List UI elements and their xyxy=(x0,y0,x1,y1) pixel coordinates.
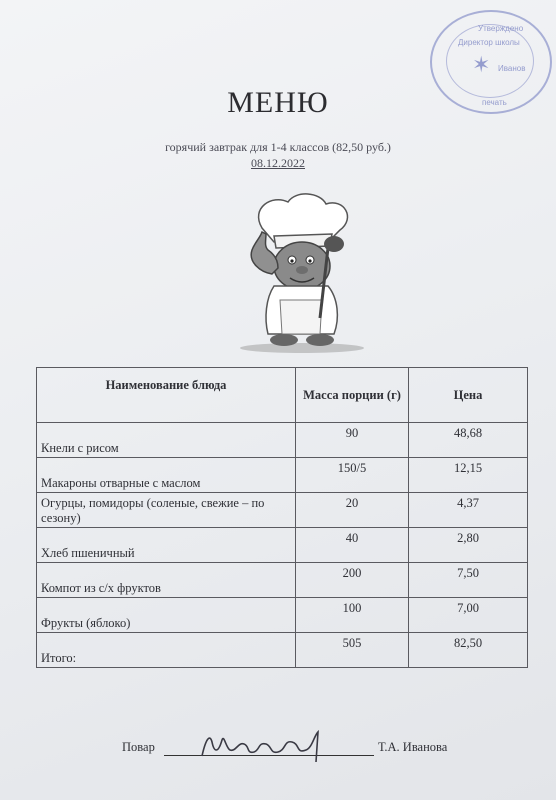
menu-date-text: 08.12.2022 xyxy=(251,156,305,170)
table-row xyxy=(37,458,528,493)
menu-table xyxy=(36,367,528,668)
dish-mass: 200 xyxy=(296,563,409,598)
stamp-text: Директор школы xyxy=(458,38,520,47)
table-row xyxy=(37,528,528,563)
menu-date xyxy=(0,156,556,171)
signature-row xyxy=(0,728,556,768)
total-label: Итого: xyxy=(37,633,296,668)
stamp-star-icon: ✶ xyxy=(472,52,491,77)
page-title: МЕНЮ xyxy=(227,86,329,119)
table-row xyxy=(37,423,528,458)
dish-price: 48,68 xyxy=(409,423,528,458)
table-row xyxy=(37,563,528,598)
dish-mass: 150/5 xyxy=(296,458,409,493)
total-mass: 505 xyxy=(296,633,409,668)
dish-mass: 20 xyxy=(296,493,409,528)
dish-price: 7,50 xyxy=(409,563,528,598)
page-subtitle: горячий завтрак для 1-4 классов (82,50 руб.) xyxy=(165,140,391,154)
column-header-price: Цена xyxy=(409,368,528,423)
cook-name: Т.А. Иванова xyxy=(378,740,448,754)
table-row xyxy=(37,493,528,528)
dish-name: Огурцы, помидоры (соленые, свежие – по сезону) xyxy=(37,493,296,528)
dish-mass: 40 xyxy=(296,528,409,563)
dish-price: 2,80 xyxy=(409,528,528,563)
dish-price: 4,37 xyxy=(409,493,528,528)
table-header-row xyxy=(37,368,528,423)
chef-illustration-icon xyxy=(222,188,372,358)
dish-name: Компот из с/х фруктов xyxy=(37,563,296,598)
stamp-text: Иванов xyxy=(498,64,526,73)
table-row xyxy=(37,598,528,633)
dish-price: 12,15 xyxy=(409,458,528,493)
dish-name: Фрукты (яблоко) xyxy=(37,598,296,633)
dish-price: 7,00 xyxy=(409,598,528,633)
table-total-row xyxy=(37,633,528,668)
dish-name: Макароны отварные с маслом xyxy=(37,458,296,493)
total-price: 82,50 xyxy=(409,633,528,668)
column-header-dish: Наименование блюда xyxy=(37,368,296,423)
dish-mass: 100 xyxy=(296,598,409,633)
handwritten-signature xyxy=(196,728,326,764)
dish-name: Кнели с рисом xyxy=(37,423,296,458)
cook-label: Повар xyxy=(122,740,155,754)
column-header-mass: Масса порции (г) xyxy=(296,368,409,423)
dish-mass: 90 xyxy=(296,423,409,458)
stamp-text: Утверждено xyxy=(478,24,524,33)
stamp-text: печать xyxy=(482,98,507,107)
dish-name: Хлеб пшеничный xyxy=(37,528,296,563)
